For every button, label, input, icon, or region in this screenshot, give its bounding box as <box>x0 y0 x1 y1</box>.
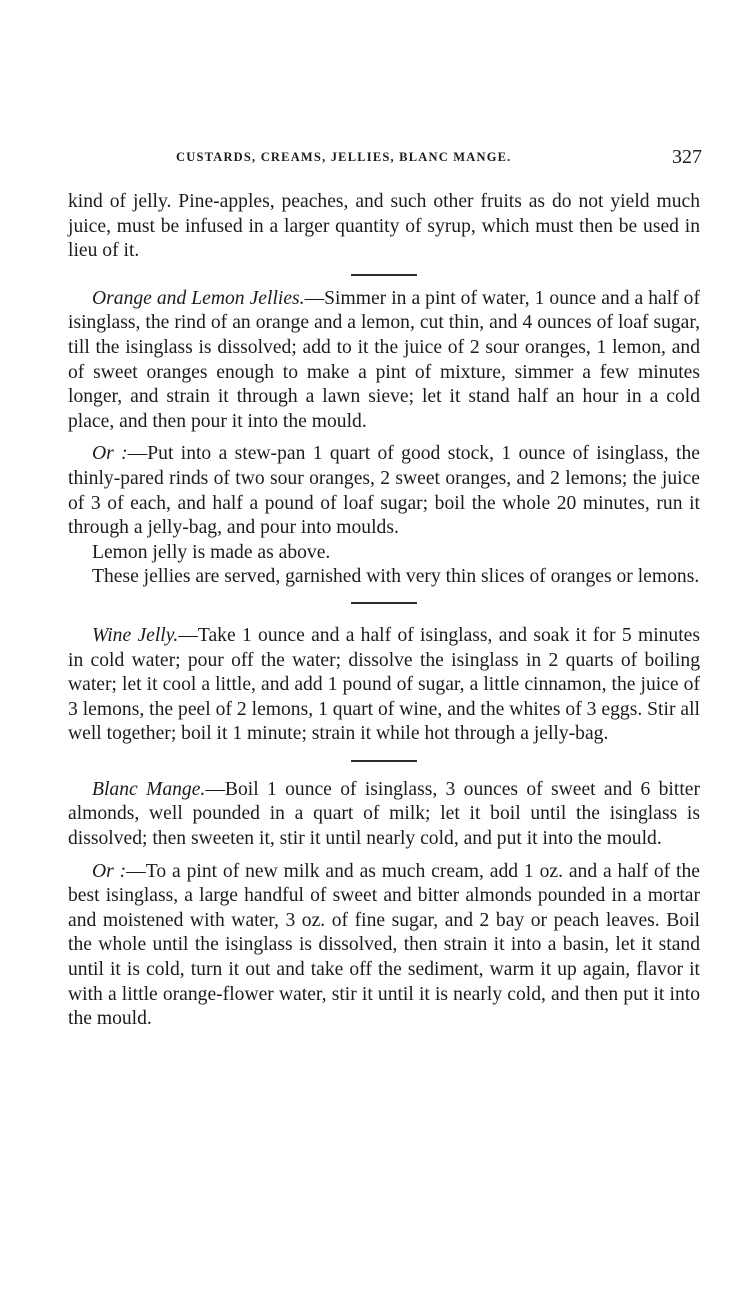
orange-jelly-alternative-paragraph <box>68 442 700 540</box>
section-divider <box>351 602 417 604</box>
recipe-heading: Or : <box>92 860 127 882</box>
recipe-text: —Take 1 ounce and a half of isinglass, and soak it for 5 minutes in cold water; pour off the water; dissolve the isinglass in 2 quarts of boiling water; let it cool a little, and add 1 pound of sugar, a little cinnamon, the juice of 3 lemons, the peel of 2 lemons, 1 quart of wine, and the whites of 3 eggs. Stir all well together; boil it 1 minute; strain it while hot through a jelly-bag. <box>68 624 700 745</box>
recipe-text: —Boil 1 ounce of isinglass, 3 ounces of sweet and 6 bitter almonds, well pounded in a quart of milk; let it boil until the isinglass is dissolved; then sweeten it, stir it until nearly cold, and put it into the mould. <box>68 778 700 850</box>
lemon-jelly-note: Lemon jelly is made as above. <box>92 541 331 563</box>
section-divider <box>351 760 417 762</box>
running-header <box>68 146 700 172</box>
recipe-text: —Simmer in a pint of water, 1 ounce and a half of isinglass, the rind of an orange and a lemon, cut thin, and 4 ounces of loaf sugar, till the isinglass is dissolved; add to it the juice of 2 sour oranges, 1 lemon, and of sweet oranges enough to make a pint of mixture, simmer a few minutes longer, and strain it through a lawn sieve; let it stand half an hour in a cold place, and then pour it into the mould. <box>68 287 700 432</box>
recipe-text: —To a pint of new milk and as much cream, add 1 oz. and a half of the best isinglass, a large handful of sweet and bitter almonds pounded in a mortar and moistened with water, 3 oz. of fine sugar, and 2 bay or peach leaves. Boil the whole until the isinglass is dissolved, then strain it into a basin, let it stand until it is cold, turn it out and take off the sediment, warm it up again, flavor it with a little orange-flower water, stir it until it is nearly cold, and then put it into the mould. <box>68 860 700 1030</box>
recipe-heading: Or : <box>92 443 128 465</box>
recipe-text: —Put into a stew-pan 1 quart of good stock, 1 ounce of isinglass, the thinly-pared rinds of two sour oranges, 2 sweet oranges, and 2 lemons; the juice of 3 of each, and half a pound of loaf sugar; boil the whole 20 minutes, run it through a jelly-bag, and pour into moulds. <box>68 443 700 539</box>
wine-jelly-paragraph <box>68 624 700 747</box>
serving-note: These jellies are served, garnished with very thin slices of oranges or lemons. <box>92 566 700 588</box>
paragraph-continuation: kind of jelly. Pine-apples, peaches, and such other fruits as do not yield much juice, must be infused in a larger quantity of syrup, which must then be used in lieu of it. <box>68 191 700 262</box>
section-divider <box>351 274 417 276</box>
blanc-mange-alternative-paragraph <box>68 860 700 1032</box>
recipe-heading: Orange and Lemon Jellies. <box>92 287 305 309</box>
recipe-heading: Blanc Mange. <box>92 778 206 800</box>
orange-lemon-jellies-paragraph <box>68 287 700 435</box>
running-title: CUSTARDS, CREAMS, JELLIES, BLANC MANGE. <box>176 150 512 164</box>
book-page <box>68 146 700 1032</box>
blanc-mange-paragraph <box>68 778 700 852</box>
page-number: 327 <box>672 146 702 168</box>
recipe-heading: Wine Jelly. <box>92 624 179 646</box>
